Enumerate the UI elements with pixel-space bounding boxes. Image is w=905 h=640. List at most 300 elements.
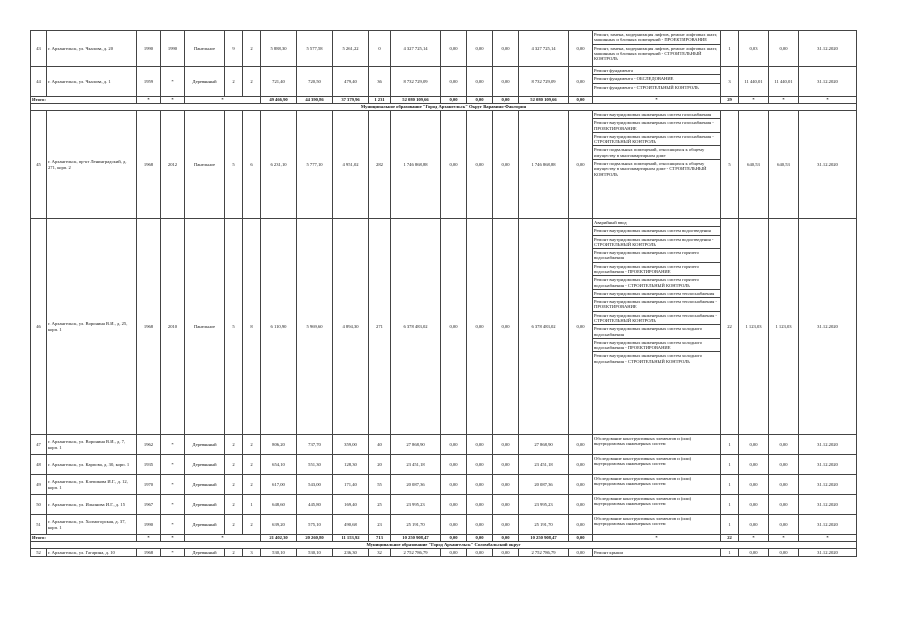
cell-c2: 0,00 <box>441 549 467 557</box>
works-list <box>593 515 721 535</box>
total-c3: 0,00 <box>467 535 493 542</box>
section-title: Муниципальное образование "Город Архангельск" Округ Варавино-Фактория <box>31 104 857 111</box>
total-c5: 10 250 908,47 <box>519 535 569 542</box>
cell-y1: 1968 <box>137 549 161 557</box>
cell-a1: 617,00 <box>261 475 297 495</box>
works-list <box>593 31 721 67</box>
total-label: Итого: <box>31 535 137 542</box>
work-item: Ремонт, замена, модернизация лифтов, ремонт лифтовых шахт, машинных и блочных помещений - ПРОЕКТИРОВАНИЕ <box>593 31 720 45</box>
cell-c2: 0,00 <box>441 455 467 475</box>
cell-c6: 0,00 <box>569 495 593 515</box>
total-c2: 0,00 <box>441 97 467 104</box>
cell-c5: 1 746 868,88 <box>519 111 569 219</box>
cell-a3: 5 261,22 <box>333 31 369 67</box>
work-item: Ремонт внутридомовых инженерных систем газоснабжения <box>593 111 720 119</box>
cell-y2: * <box>161 67 185 97</box>
cell-c4: 0,00 <box>493 111 519 219</box>
total-c1: 52 080 109,66 <box>391 97 441 104</box>
cell-p2: 640,53 <box>769 111 799 219</box>
total-a1: 49 466,90 <box>261 97 297 104</box>
work-item: Ремонт крыши <box>594 550 623 555</box>
cell-c4: 0,00 <box>493 31 519 67</box>
cell-fl: 2 <box>225 495 243 515</box>
cell-k: 1 <box>721 31 739 67</box>
total-s3: * <box>185 97 261 104</box>
total-p2: * <box>769 97 799 104</box>
cell-a3: 479,40 <box>333 67 369 97</box>
cell-a3: 171,40 <box>333 475 369 495</box>
cell-c3: 0,00 <box>467 31 493 67</box>
work-item: Обследование конструктивных элементов и (или) внутридомовых инженерных систем <box>594 516 692 527</box>
cell-a2: 737,70 <box>297 435 333 455</box>
table-row <box>31 219 857 435</box>
cell-date: 31.12.2020 <box>799 111 857 219</box>
cell-y2: * <box>161 475 185 495</box>
total-d: * <box>799 535 857 542</box>
cell-c3: 0,00 <box>467 219 493 435</box>
cell-p2: 1 123,03 <box>769 219 799 435</box>
cell-a2: 543,00 <box>297 475 333 495</box>
cell-c1: 23 995,23 <box>391 495 441 515</box>
cell-p2: 0,00 <box>769 31 799 67</box>
cell-c4: 0,00 <box>493 515 519 535</box>
total-a1: 21 402,30 <box>261 535 297 542</box>
cell-k: 1 <box>721 549 739 557</box>
cell-n: 44 <box>31 67 47 97</box>
total-row <box>31 97 857 104</box>
total-res: 713 <box>369 535 391 542</box>
cell-a2: 5 577,58 <box>297 31 333 67</box>
total-d: * <box>799 97 857 104</box>
table-row <box>31 111 857 219</box>
cell-n: 43 <box>31 31 47 67</box>
cell-addr: г. Архангельск, ул. Гагарина, д. 10 <box>47 549 137 557</box>
cell-type: Деревянный <box>185 549 225 557</box>
cell-addr: г. Архангельск, ул. Ильинова И.Г., д. 15 <box>47 495 137 515</box>
work-item: Ремонт внутридомовых инженерных систем горячего водоснабжения <box>593 249 720 263</box>
cell-date: 31.12.2020 <box>799 435 857 455</box>
cell-type: Деревянный <box>185 475 225 495</box>
table-row <box>31 31 857 67</box>
cell-addr: г. Архангельск, ул. Воронина В.И., д. 25, корп. 1 <box>47 219 137 435</box>
cell-c6: 0,00 <box>569 475 593 495</box>
repair-program-table <box>30 30 857 557</box>
cell-en: 2 <box>243 31 261 67</box>
work-item: Ремонт внутридомовых инженерных систем газоснабжения - ПРОЕКТИРОВАНИЕ <box>593 119 720 133</box>
work-item: Ремонт внутридомовых инженерных систем холодного водоснабжения <box>593 325 720 339</box>
cell-y1: 1959 <box>137 67 161 97</box>
cell-type: Деревянный <box>185 515 225 535</box>
cell-fl: 5 <box>225 111 243 219</box>
cell-addr: г. Архангельск, ул. Воронина В.И., д. 7, корп. 1 <box>47 435 137 455</box>
total-c4: 0,00 <box>493 535 519 542</box>
cell-p1: 640,53 <box>739 111 769 219</box>
cell-en: 2 <box>243 515 261 535</box>
total-a3: 11 153,92 <box>333 535 369 542</box>
cell-c6: 0,00 <box>569 435 593 455</box>
cell-a3: 128,30 <box>333 455 369 475</box>
cell-p1: 0,00 <box>739 475 769 495</box>
cell-a2: 5 969,60 <box>297 219 333 435</box>
cell-res: 40 <box>369 435 391 455</box>
cell-c6: 0,00 <box>569 31 593 67</box>
works-list <box>593 67 721 97</box>
cell-k: 5 <box>721 111 739 219</box>
cell-c5: 23 995,23 <box>519 495 569 515</box>
total-c2: 0,00 <box>441 535 467 542</box>
work-item: Ремонт внутридомовых инженерных систем теплоснабжения - ПРОЕКТИРОВАНИЕ <box>593 298 720 312</box>
cell-y1: 1967 <box>137 495 161 515</box>
cell-a1: 6 110,90 <box>261 219 297 435</box>
work-item: Ремонт внутридомовых инженерных систем газоснабжения - СТРОИТЕЛЬНЫЙ КОНТРОЛЬ <box>593 133 720 147</box>
cell-c4: 0,00 <box>493 495 519 515</box>
total-p1: * <box>739 535 769 542</box>
cell-p2: 0,00 <box>769 549 799 557</box>
cell-type: Панельное <box>185 31 225 67</box>
cell-a3: 490,68 <box>333 515 369 535</box>
cell-date: 31.12.2020 <box>799 549 857 557</box>
cell-p2: 0,00 <box>769 495 799 515</box>
cell-p1: 0,00 <box>739 495 769 515</box>
section-header <box>31 542 857 549</box>
cell-c6: 0,00 <box>569 219 593 435</box>
works-list <box>593 435 721 455</box>
cell-type: Деревянный <box>185 455 225 475</box>
cell-date: 31.12.2020 <box>799 31 857 67</box>
table-row <box>31 475 857 495</box>
cell-c5: 6 378 483,02 <box>519 219 569 435</box>
work-item: Ремонт подвальных помещений, относящихся к общему имуществу в многоквартирном доме - СТРОИТЕЛЬНЫЙ КОНТРОЛЬ <box>594 160 707 177</box>
cell-y2: * <box>161 455 185 475</box>
cell-c4: 0,00 <box>493 549 519 557</box>
cell-a3: 4 894,30 <box>333 219 369 435</box>
cell-c1: 8 732 729,09 <box>391 67 441 97</box>
cell-a1: 648,60 <box>261 495 297 515</box>
work-item: Ремонт внутридомовых инженерных систем теплоснабжения <box>593 290 720 298</box>
cell-c5: 4 327 725,14 <box>519 31 569 67</box>
cell-res: 32 <box>369 549 391 557</box>
total-a2: 20 260,80 <box>297 535 333 542</box>
cell-c4: 0,00 <box>493 475 519 495</box>
cell-p1: 0,00 <box>739 515 769 535</box>
cell-n: 49 <box>31 475 47 495</box>
cell-fl: 2 <box>225 475 243 495</box>
cell-n: 45 <box>31 111 47 219</box>
cell-n: 47 <box>31 435 47 455</box>
cell-a1: 721,40 <box>261 67 297 97</box>
cell-p1: 0,00 <box>739 455 769 475</box>
work-item: Обследование конструктивных элементов и (или) внутридомовых инженерных систем <box>594 456 692 467</box>
cell-c3: 0,00 <box>467 515 493 535</box>
total-c1: 10 250 908,47 <box>391 535 441 542</box>
cell-n: 48 <box>31 455 47 475</box>
cell-c4: 0,00 <box>493 435 519 455</box>
cell-p2: 0,00 <box>769 515 799 535</box>
cell-k: 22 <box>721 219 739 435</box>
cell-c5: 2 752 786,79 <box>519 549 569 557</box>
cell-c2: 0,00 <box>441 219 467 435</box>
total-c5: 52 080 109,66 <box>519 97 569 104</box>
total-a2: 44 390,86 <box>297 97 333 104</box>
cell-c3: 0,00 <box>467 67 493 97</box>
cell-c4: 0,00 <box>493 219 519 435</box>
works-list <box>593 475 721 495</box>
cell-c6: 0,00 <box>569 515 593 535</box>
cell-addr: г. Архангельск, ул. Холмогорская, д. 37, корп. 1 <box>47 515 137 535</box>
cell-date: 31.12.2020 <box>799 495 857 515</box>
register-sheet <box>30 30 856 557</box>
cell-type: Деревянный <box>185 495 225 515</box>
cell-c3: 0,00 <box>467 549 493 557</box>
cell-res: 36 <box>369 67 391 97</box>
cell-y1: 1968 <box>137 111 161 219</box>
cell-c1: 1 746 868,88 <box>391 111 441 219</box>
cell-date: 31.12.2020 <box>799 515 857 535</box>
cell-res: 25 <box>369 495 391 515</box>
cell-fl: 9 <box>225 31 243 67</box>
cell-a1: 530,10 <box>261 549 297 557</box>
work-item: Ремонт фундамента - ОБСЛЕДОВАНИЕ <box>593 75 720 83</box>
cell-date: 31.12.2020 <box>799 455 857 475</box>
total-s1: * <box>137 535 161 542</box>
works-list <box>593 111 721 219</box>
cell-date: 31.12.2020 <box>799 67 857 97</box>
cell-res: 23 <box>369 515 391 535</box>
total-p1: * <box>739 97 769 104</box>
cell-en: 8 <box>243 219 261 435</box>
cell-y1: 1968 <box>137 219 161 435</box>
table-row <box>31 435 857 455</box>
cell-c6: 0,00 <box>569 67 593 97</box>
cell-c2: 0,00 <box>441 515 467 535</box>
works-list <box>593 219 721 435</box>
cell-a2: 5 777,10 <box>297 111 333 219</box>
cell-y2: * <box>161 549 185 557</box>
total-p2: * <box>769 535 799 542</box>
cell-c3: 0,00 <box>467 495 493 515</box>
cell-addr: г. Архангельск, ул. Чкалова, д. 1 <box>47 67 137 97</box>
cell-c3: 0,00 <box>467 435 493 455</box>
cell-addr: г. Архангельск, ул. Карпова, д. 30, корп. 1 <box>47 455 137 475</box>
cell-y2: * <box>161 495 185 515</box>
cell-en: 2 <box>243 67 261 97</box>
cell-addr: г. Архангельск, пр-кт Ленинградский, д. 271, корп. 2 <box>47 111 137 219</box>
cell-c3: 0,00 <box>467 111 493 219</box>
cell-c3: 0,00 <box>467 455 493 475</box>
works-list <box>593 455 721 475</box>
cell-c2: 0,00 <box>441 111 467 219</box>
cell-addr: г. Архангельск, ул. Клепикова И.Г., д. 12, корп. 1 <box>47 475 137 495</box>
cell-k: 1 <box>721 475 739 495</box>
cell-p1: 0,00 <box>739 435 769 455</box>
cell-c1: 27 868,90 <box>391 435 441 455</box>
cell-c4: 0,00 <box>493 67 519 97</box>
cell-a1: 654,10 <box>261 455 297 475</box>
cell-en: 6 <box>243 111 261 219</box>
table-row <box>31 549 857 557</box>
cell-c1: 4 327 725,14 <box>391 31 441 67</box>
cell-y2: * <box>161 515 185 535</box>
cell-c5: 23 451,18 <box>519 455 569 475</box>
cell-p2: 0,00 <box>769 455 799 475</box>
cell-c5: 8 732 729,09 <box>519 67 569 97</box>
cell-p2: 0,00 <box>769 475 799 495</box>
cell-res: 282 <box>369 111 391 219</box>
total-w: * <box>593 97 721 104</box>
work-item: Ремонт внутридомовых инженерных систем водоотведения <box>593 227 720 235</box>
cell-y1: 1935 <box>137 455 161 475</box>
cell-a1: 5 888,30 <box>261 31 297 67</box>
cell-c2: 0,00 <box>441 435 467 455</box>
table-row <box>31 515 857 535</box>
cell-y1: 1970 <box>137 475 161 495</box>
total-s1: * <box>137 97 161 104</box>
cell-y1: 1962 <box>137 435 161 455</box>
cell-fl: 2 <box>225 455 243 475</box>
work-item: Аварийный ввод <box>593 219 720 227</box>
cell-n: 50 <box>31 495 47 515</box>
cell-k: 1 <box>721 435 739 455</box>
cell-en: 3 <box>243 549 261 557</box>
cell-res: 271 <box>369 219 391 435</box>
cell-c6: 0,00 <box>569 455 593 475</box>
cell-fl: 2 <box>225 549 243 557</box>
cell-a2: 720,50 <box>297 67 333 97</box>
cell-type: Панельное <box>185 219 225 435</box>
cell-c3: 0,00 <box>467 475 493 495</box>
total-label: Итого: <box>31 97 137 104</box>
work-item: Ремонт, замена, модернизация лифтов, ремонт лифтовых шахт, машинных и блочных помещений - СТРОИТЕЛЬНЫЙ КОНТРОЛЬ <box>594 45 718 62</box>
cell-fl: 2 <box>225 435 243 455</box>
work-item: Ремонт внутридомовых инженерных систем теплоснабжения - СТРОИТЕЛЬНЫЙ КОНТРОЛЬ <box>593 312 720 326</box>
cell-c4: 0,00 <box>493 455 519 475</box>
cell-a1: 6 231,10 <box>261 111 297 219</box>
cell-y2: 2010 <box>161 219 185 435</box>
total-row <box>31 535 857 542</box>
cell-a3: 359,00 <box>333 435 369 455</box>
cell-y2: 1990 <box>161 31 185 67</box>
cell-a3: 236,30 <box>333 549 369 557</box>
work-item: Ремонт фундамента - СТРОИТЕЛЬНЫЙ КОНТРОЛЬ <box>594 84 699 90</box>
cell-res: 20 <box>369 455 391 475</box>
table-row <box>31 455 857 475</box>
cell-en: 2 <box>243 475 261 495</box>
cell-c1: 6 378 483,02 <box>391 219 441 435</box>
cell-type: Деревянный <box>185 67 225 97</box>
section-header <box>31 104 857 111</box>
works-list <box>593 549 721 557</box>
cell-a3: 4 951,02 <box>333 111 369 219</box>
total-k: 29 <box>721 97 739 104</box>
cell-p1: 0,00 <box>739 549 769 557</box>
cell-a3: 169,40 <box>333 495 369 515</box>
cell-fl: 2 <box>225 67 243 97</box>
cell-fl: 2 <box>225 515 243 535</box>
cell-c6: 0,00 <box>569 111 593 219</box>
cell-c2: 0,00 <box>441 495 467 515</box>
cell-p2: 11 440,01 <box>769 67 799 97</box>
cell-en: 2 <box>243 455 261 475</box>
section-title: Муниципальное образование "Город Архангельск" Соломбальский округ <box>31 542 857 549</box>
total-res: 1 231 <box>369 97 391 104</box>
cell-fl: 5 <box>225 219 243 435</box>
cell-y2: * <box>161 435 185 455</box>
cell-date: 31.12.2020 <box>799 475 857 495</box>
cell-p1: 1 123,03 <box>739 219 769 435</box>
work-item: Ремонт внутридомовых инженерных систем водоотведения - СТРОИТЕЛЬНЫЙ КОНТРОЛЬ <box>593 236 720 250</box>
cell-y1: 1990 <box>137 31 161 67</box>
cell-c1: 2 752 786,79 <box>391 549 441 557</box>
total-c3: 0,00 <box>467 97 493 104</box>
work-item: Ремонт внутридомовых инженерных систем холодного водоснабжения - ПРОЕКТИРОВАНИЕ <box>593 339 720 353</box>
works-list <box>593 495 721 515</box>
cell-c2: 0,00 <box>441 31 467 67</box>
total-c4: 0,00 <box>493 97 519 104</box>
total-s2: * <box>161 97 185 104</box>
cell-y2: 2012 <box>161 111 185 219</box>
work-item: Ремонт внутридомовых инженерных систем холодного водоснабжения - СТРОИТЕЛЬНЫЙ КОНТРОЛЬ <box>594 353 703 364</box>
cell-date: 31.12.2020 <box>799 219 857 435</box>
cell-c1: 25 191,70 <box>391 515 441 535</box>
cell-c5: 25 191,70 <box>519 515 569 535</box>
cell-c1: 23 451,18 <box>391 455 441 475</box>
table-row <box>31 67 857 97</box>
total-c6: 0,00 <box>569 535 593 542</box>
work-item: Обследование конструктивных элементов и (или) внутридомовых инженерных систем <box>594 496 692 507</box>
total-c6: 0,00 <box>569 97 593 104</box>
total-s2: * <box>161 535 185 542</box>
cell-k: 1 <box>721 495 739 515</box>
cell-c5: 20 087,36 <box>519 475 569 495</box>
cell-c2: 0,00 <box>441 475 467 495</box>
cell-p1: 0,03 <box>739 31 769 67</box>
cell-n: 51 <box>31 515 47 535</box>
cell-n: 46 <box>31 219 47 435</box>
cell-c5: 27 868,90 <box>519 435 569 455</box>
cell-a2: 551,30 <box>297 455 333 475</box>
cell-k: 3 <box>721 67 739 97</box>
cell-a1: 639,20 <box>261 515 297 535</box>
cell-en: 2 <box>243 435 261 455</box>
work-item: Ремонт внутридомовых инженерных систем горячего водоснабжения - ПРОЕКТИРОВАНИЕ <box>593 263 720 277</box>
cell-res: 55 <box>369 475 391 495</box>
cell-n: 52 <box>31 549 47 557</box>
work-item: Обследование конструктивных элементов и (или) внутридомовых инженерных систем <box>594 436 692 447</box>
cell-a2: 575,10 <box>297 515 333 535</box>
total-w: * <box>593 535 721 542</box>
cell-p1: 11 440,01 <box>739 67 769 97</box>
cell-a2: 445,80 <box>297 495 333 515</box>
table-row <box>31 495 857 515</box>
cell-addr: г. Архангельск, ул. Чкалова, д. 20 <box>47 31 137 67</box>
work-item: Ремонт подвальных помещений, относящихся к общему имуществу в многоквартирном доме <box>593 146 720 160</box>
work-item: Ремонт внутридомовых инженерных систем горячего водоснабжения - СТРОИТЕЛЬНЫЙ КОНТРОЛЬ <box>593 276 720 290</box>
cell-type: Панельное <box>185 111 225 219</box>
cell-k: 1 <box>721 455 739 475</box>
work-item: Ремонт фундамента <box>593 67 720 75</box>
cell-c2: 0,00 <box>441 67 467 97</box>
total-k: 22 <box>721 535 739 542</box>
work-item: Обследование конструктивных элементов и (или) внутридомовых инженерных систем <box>594 476 692 487</box>
cell-p2: 0,00 <box>769 435 799 455</box>
cell-c1: 20 087,36 <box>391 475 441 495</box>
cell-a2: 530,10 <box>297 549 333 557</box>
cell-res: 0 <box>369 31 391 67</box>
cell-c6: 0,00 <box>569 549 593 557</box>
total-s3: * <box>185 535 261 542</box>
cell-type: Деревянный <box>185 435 225 455</box>
cell-a1: 806,20 <box>261 435 297 455</box>
